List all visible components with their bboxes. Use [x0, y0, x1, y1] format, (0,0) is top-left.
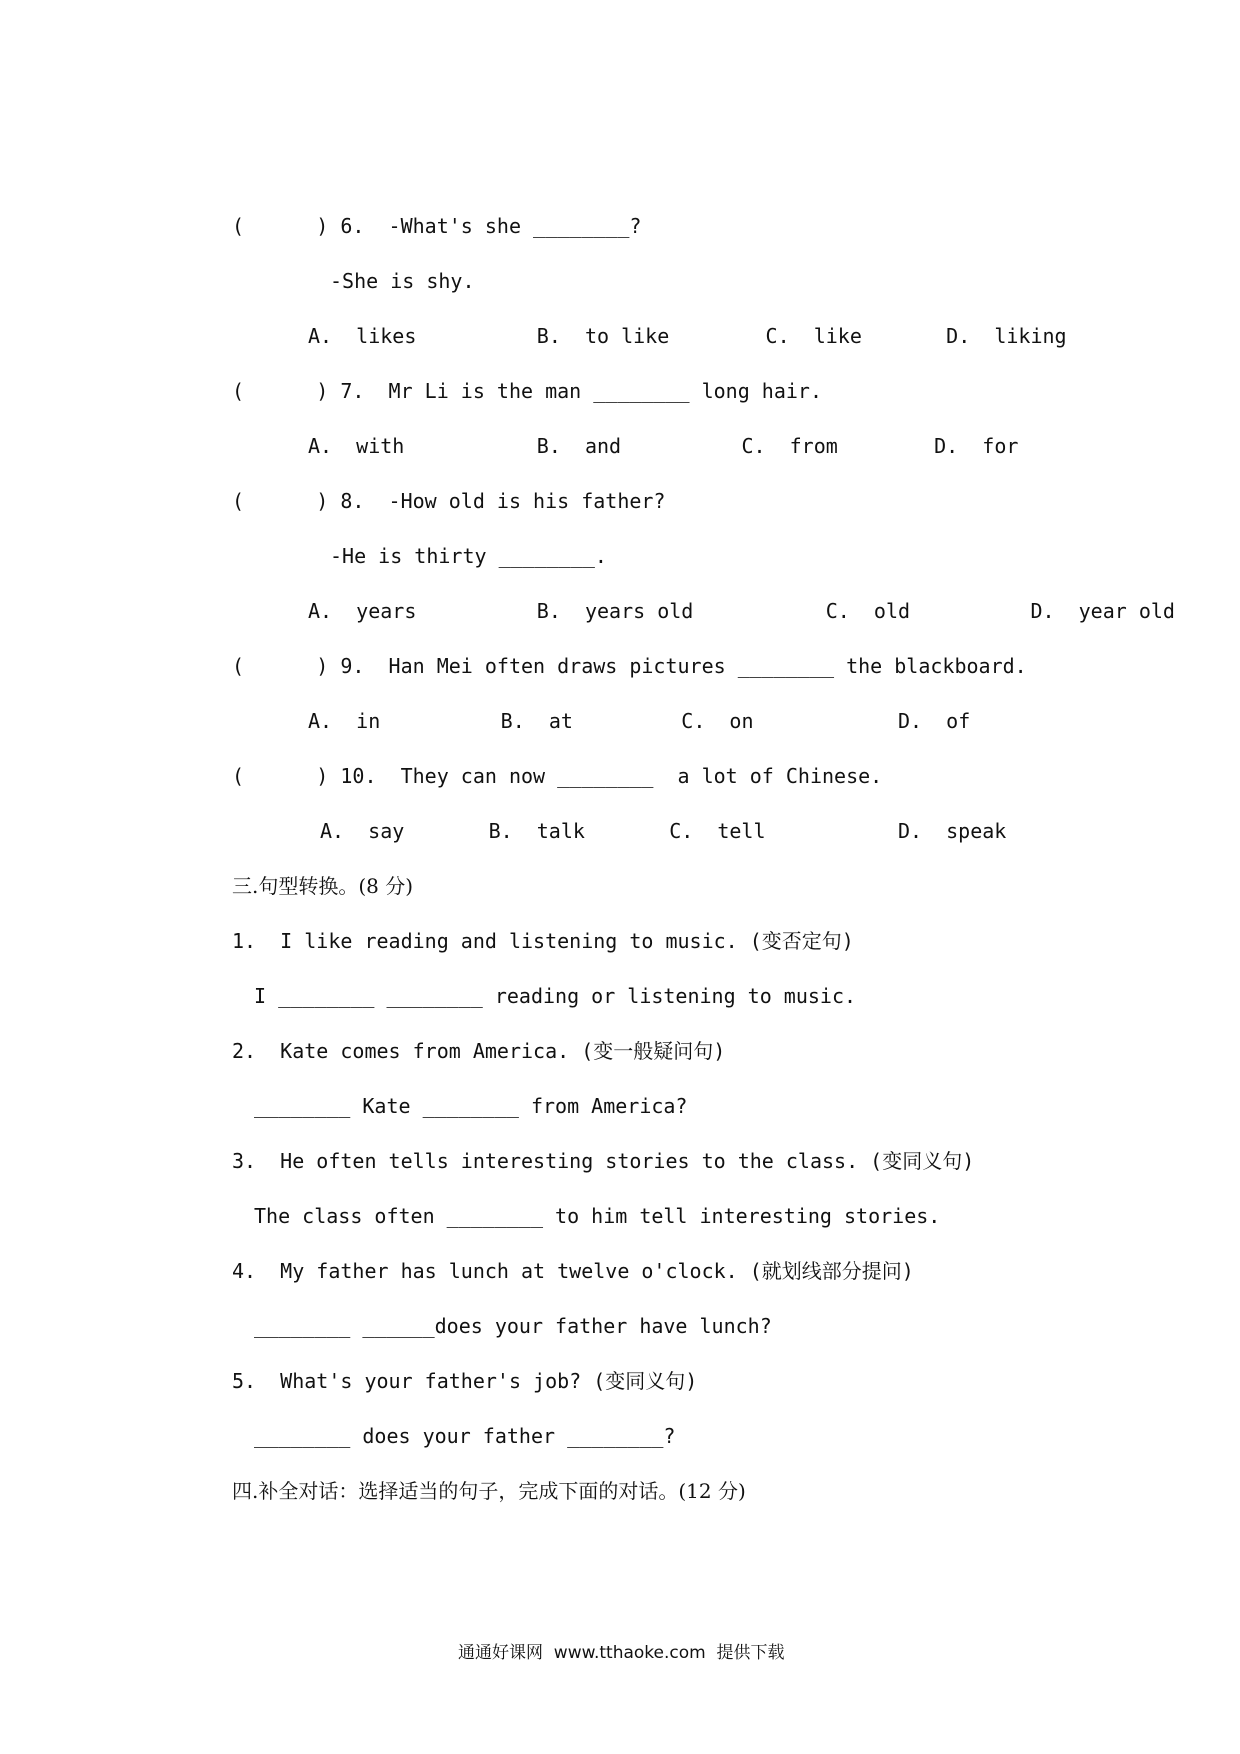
- line-s3-3: 3. He often tells interesting stories to the class. (变同义句): [232, 1149, 975, 1173]
- section-3-heading: 三.句型转换。(8 分): [232, 874, 414, 898]
- line-q9: ( ) 9. Han Mei often draws pictures ________ the blackboard.: [232, 654, 1027, 678]
- line-q6-answer: -She is shy.: [330, 269, 475, 293]
- line-q6: ( ) 6. -What's she ________?: [232, 214, 642, 238]
- line-q7-options: A. with B. and C. from D. for: [308, 434, 1019, 458]
- line-q7: ( ) 7. Mr Li is the man ________ long hair.: [232, 379, 823, 403]
- section-4-heading: 四.补全对话：选择适当的句子，完成下面的对话。(12 分): [232, 1479, 746, 1503]
- line-q8-answer: -He is thirty ________.: [330, 544, 607, 568]
- line-s3-5-answer: ________ does your father ________?: [254, 1424, 676, 1448]
- line-s3-1-answer: I ________ ________ reading or listening to music.: [254, 984, 857, 1008]
- line-q10-options: A. say B. talk C. tell D. speak: [320, 819, 1007, 843]
- line-s3-2-answer: ________ Kate ________ from America?: [254, 1094, 688, 1118]
- line-s3-5: 5. What's your father's job? (变同义句): [232, 1369, 698, 1393]
- line-s3-1: 1. I like reading and listening to music. (变否定句): [232, 929, 854, 953]
- line-q9-options: A. in B. at C. on D. of: [308, 709, 971, 733]
- line-q8: ( ) 8. -How old is his father?: [232, 489, 666, 513]
- line-q6-options: A. likes B. to like C. like D. liking: [308, 324, 1067, 348]
- line-s3-3-answer: The class often ________ to him tell interesting stories.: [254, 1204, 941, 1228]
- line-s3-4: 4. My father has lunch at twelve o'clock. (就划线部分提问): [232, 1259, 914, 1283]
- line-q8-options: A. years B. years old C. old D. year old: [308, 599, 1175, 623]
- footer-text: 通通好课网 www.tthaoke.com 提供下载: [458, 1643, 785, 1663]
- line-q10: ( ) 10. They can now ________ a lot of Chinese.: [232, 764, 883, 788]
- line-s3-4-answer: ________ ______does your father have lunch?: [254, 1314, 772, 1338]
- line-s3-2: 2. Kate comes from America. (变一般疑问句): [232, 1039, 726, 1063]
